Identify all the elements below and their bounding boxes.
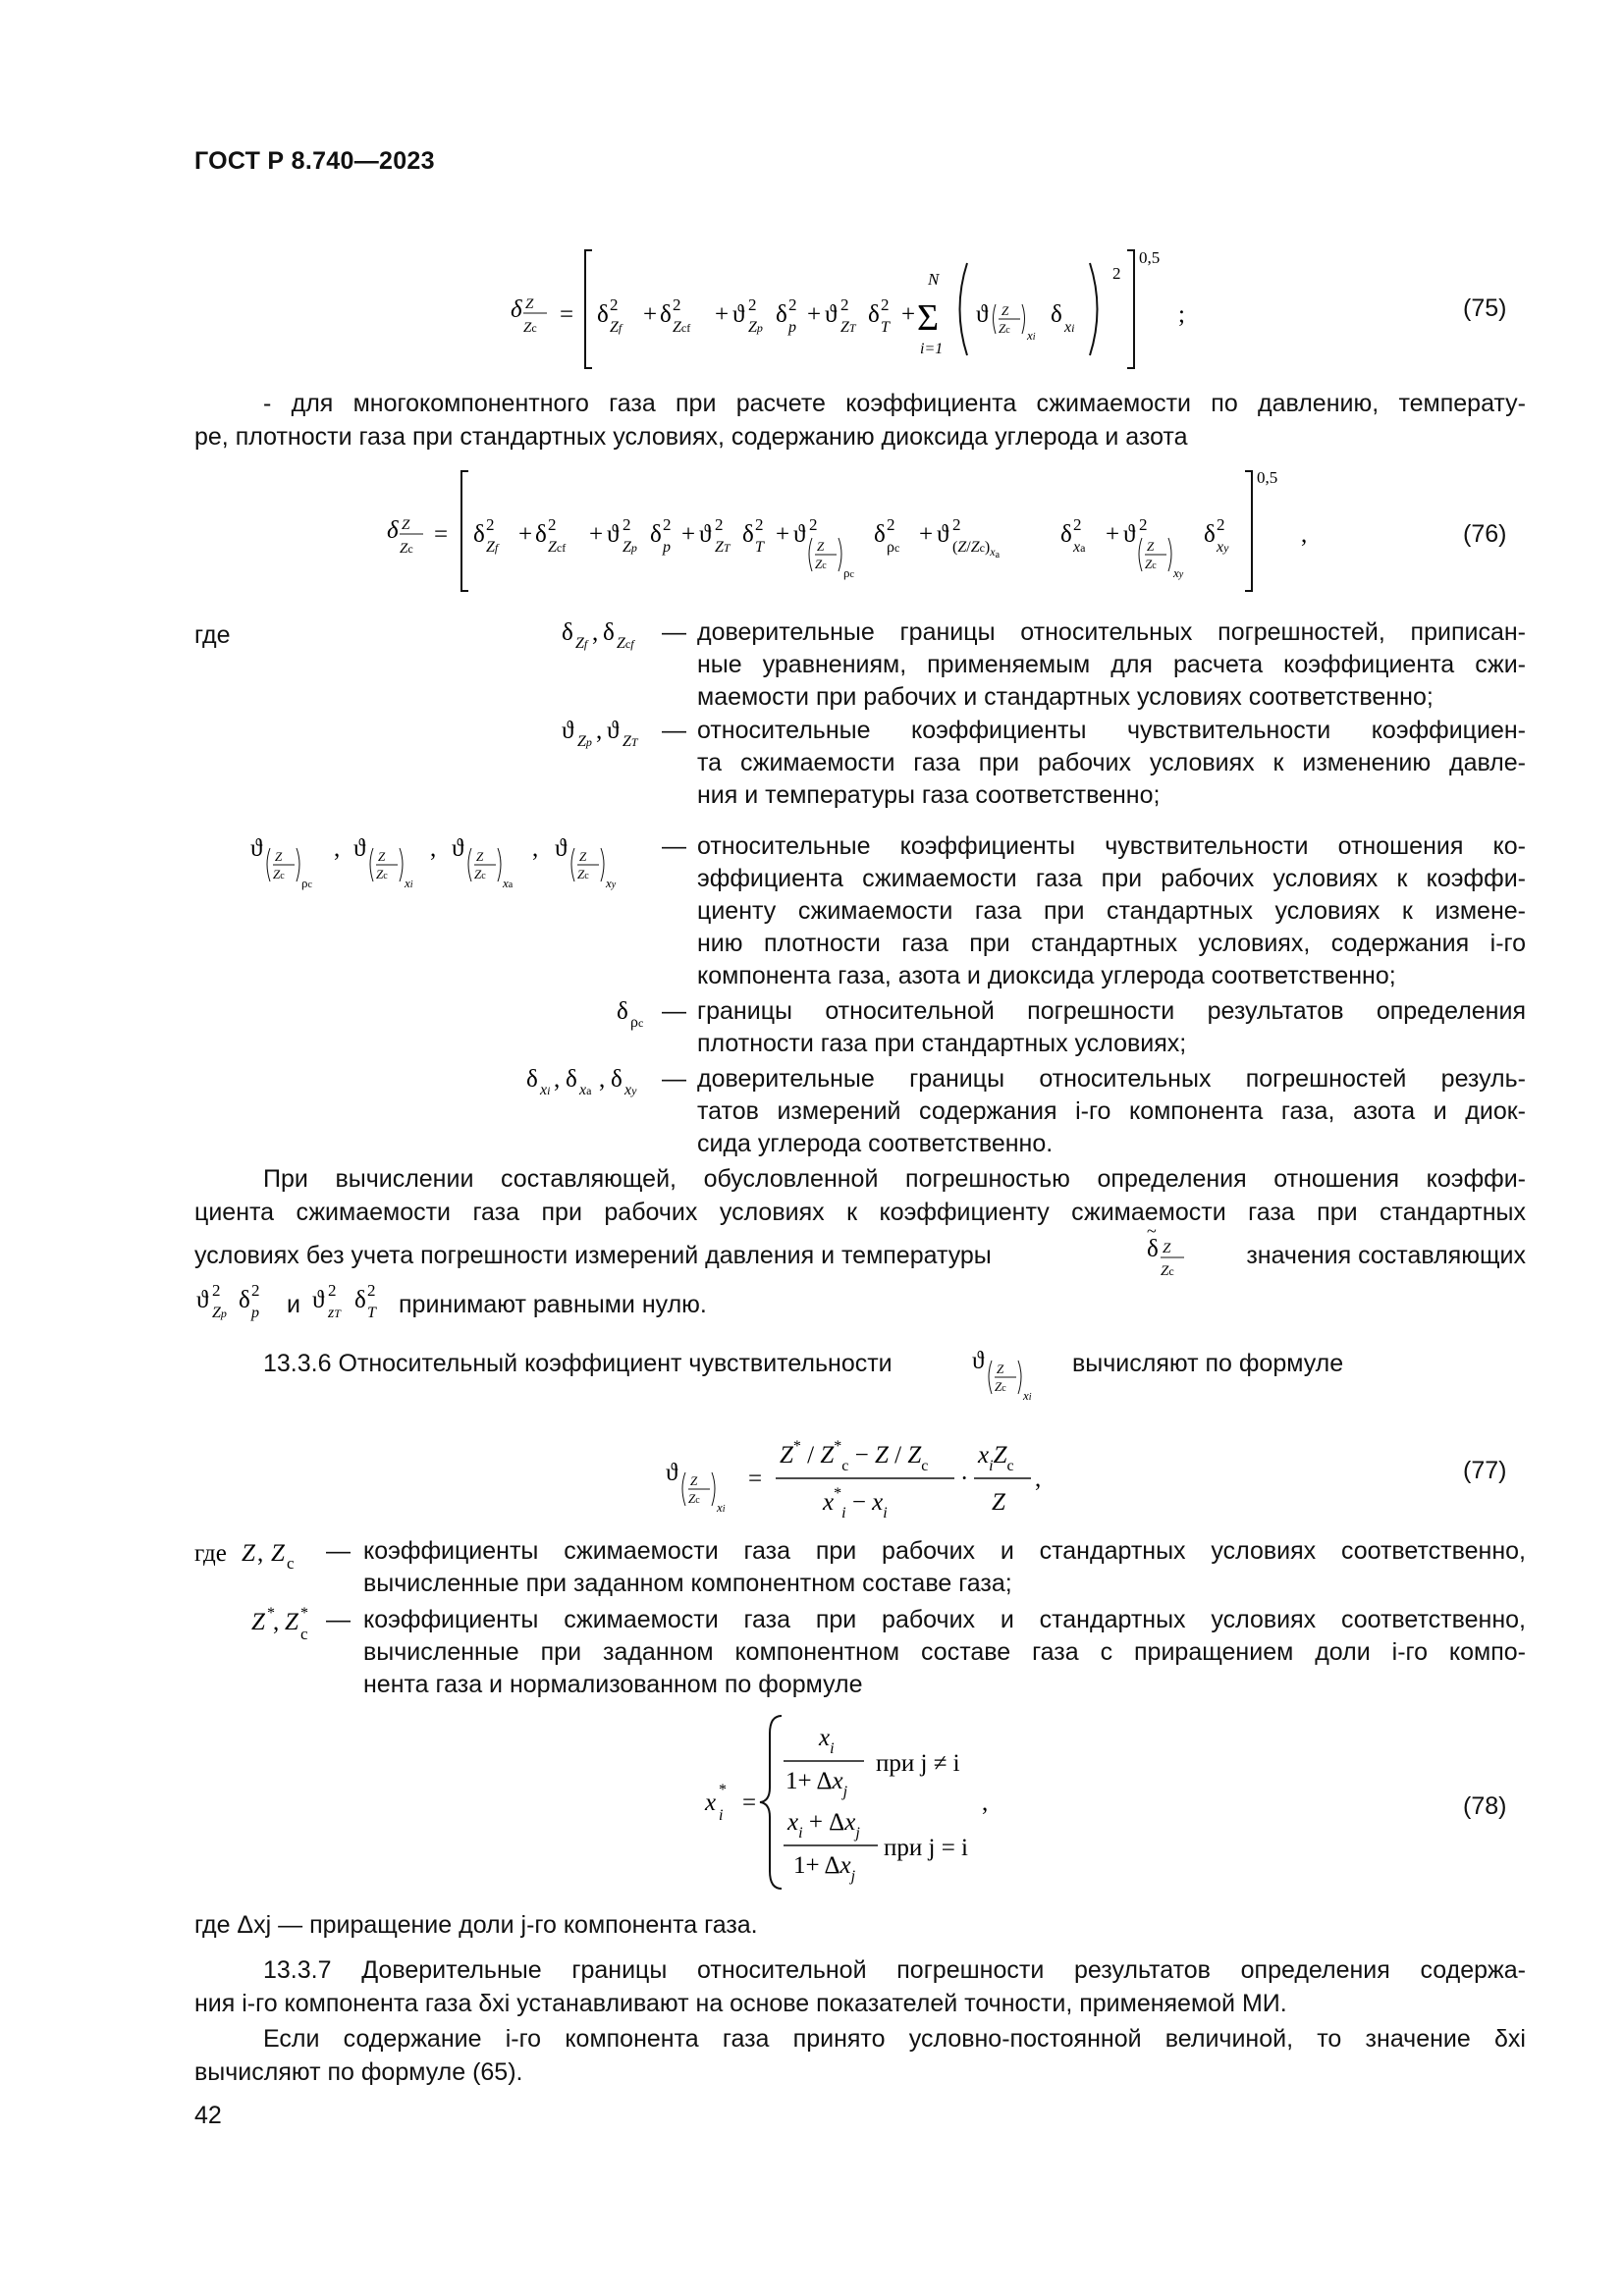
where-delta-xj: где Δxj — приращение доли j-го компонента газа.	[194, 1911, 758, 1939]
svg-text:Z: Z	[251, 1609, 265, 1635]
svg-text:δ: δ	[239, 1287, 250, 1313]
formula-75	[491, 245, 1237, 373]
svg-text:~: ~	[1147, 1223, 1157, 1241]
definition-z-zc: коэффициенты сжимаемости газа при рабочих и стандартных условиях соответственно, вычисленные при заданном компонентном составе газа;	[363, 1537, 1526, 1597]
svg-text:xy: xy	[624, 1082, 637, 1098]
svg-text:0,5: 0,5	[1257, 468, 1278, 487]
svg-text:2: 2	[755, 515, 764, 534]
svg-text:=: =	[742, 1789, 757, 1816]
svg-text:,: ,	[273, 1609, 280, 1635]
svg-text:2: 2	[663, 515, 672, 534]
svg-text:ZT: ZT	[840, 319, 856, 336]
svg-text:,: ,	[257, 1540, 264, 1567]
paragraph-1336: 13.3.6 Относительный коэффициент чувствительности	[263, 1350, 893, 1377]
svg-text:+: +	[643, 301, 658, 328]
svg-text:δ: δ	[387, 517, 399, 544]
dash: —	[662, 618, 686, 646]
svg-text:,: ,	[596, 718, 603, 744]
svg-text:Zc: Zc	[815, 557, 827, 571]
svg-text:,: ,	[334, 835, 341, 862]
term-z-star-zc-star	[245, 1602, 334, 1645]
svg-text:δ: δ	[742, 521, 754, 548]
svg-text:x*i − xi: $x^*_i - x_i$	[823, 1485, 888, 1522]
svg-text:2: 2	[367, 1281, 376, 1300]
svg-text:,: ,	[1035, 1466, 1042, 1492]
svg-text:p: p	[663, 539, 671, 556]
paragraph-1337-line2: ния i-го компонента газа δxi устанавливают на основе показателей точности, применяемой МИ.	[194, 1990, 1287, 2017]
svg-text:·: ·	[960, 1466, 969, 1492]
paragraph-last-line2: вычисляют по формуле (65).	[194, 2058, 523, 2086]
paragraph-calc-line3: условиях без учета погрешности измерений давления и температуры	[194, 1242, 992, 1269]
svg-text:ϑ: ϑ	[976, 301, 989, 328]
dash: —	[662, 717, 686, 744]
svg-text:Z: Z	[275, 849, 283, 864]
svg-text:+: +	[715, 301, 730, 328]
svg-text:δ: δ	[473, 521, 485, 548]
svg-text:xy: xy	[1173, 565, 1184, 580]
definition-z-star: коэффициенты сжимаемости газа при рабочих и стандартных условиях соответственно, вычисленные при заданном компонентном составе газа с приращением доли i-го компо- нента газа и нормализованном по формуле	[363, 1606, 1526, 1698]
svg-text:ϑ: ϑ	[793, 521, 806, 548]
svg-text:Z: Z	[285, 1609, 298, 1635]
svg-text:ϑ: ϑ	[607, 521, 620, 548]
svg-text:+: +	[1106, 521, 1120, 548]
dash: —	[326, 1606, 351, 1633]
svg-text:2: 2	[610, 295, 619, 314]
svg-text:Z: Z	[579, 849, 587, 864]
svg-text:ϑ: ϑ	[825, 301, 838, 328]
svg-text:;: ;	[1178, 301, 1185, 328]
svg-text:+: +	[518, 521, 533, 548]
where-label: где	[194, 621, 231, 649]
svg-text:Zc: Zc	[523, 320, 537, 336]
paragraph-last-line1: Если содержание i-го компонента газа принято условно-постоянной величиной, то значение δxi	[263, 2025, 1526, 2053]
svg-text:ρc: ρc	[630, 1014, 644, 1031]
svg-text:Z: Z	[817, 539, 825, 554]
svg-text:δ: δ	[562, 619, 573, 646]
svg-text:ϑ: ϑ	[353, 835, 366, 862]
svg-text:Zc: Zc	[995, 1379, 1006, 1394]
svg-text:1+ Δxj: $1+ \Delta x_j$	[793, 1852, 856, 1885]
svg-text:xa: xa	[579, 1082, 592, 1098]
svg-text:T: T	[367, 1305, 376, 1321]
svg-text:ZT: ZT	[715, 539, 731, 556]
svg-text:Z: Z	[992, 1489, 1005, 1516]
svg-text:Z: Z	[997, 1362, 1004, 1376]
paragraph-1337-line1: 13.3.7 Доверительные границы относительной погрешности результатов определения содержа-	[263, 1956, 1526, 1984]
dash: —	[662, 1065, 686, 1093]
svg-text:Z: Z	[525, 296, 534, 312]
svg-text:δ: δ	[511, 296, 522, 323]
svg-text:,: ,	[982, 1789, 989, 1816]
svg-text:+: +	[901, 301, 916, 328]
svg-text:δ: δ	[617, 998, 628, 1025]
term-delta-zf-zcf	[550, 614, 668, 654]
svg-text:δ: δ	[597, 301, 609, 328]
svg-text:,: ,	[554, 1066, 561, 1093]
svg-text:при j = i: при j = i	[884, 1835, 968, 1861]
svg-text:Zf: Zf	[486, 539, 499, 556]
svg-text:+: +	[807, 301, 822, 328]
svg-text:ϑ: ϑ	[607, 718, 620, 744]
svg-text:2: 2	[212, 1281, 221, 1300]
svg-text:2: 2	[887, 515, 895, 534]
svg-text:ϑ: ϑ	[972, 1348, 985, 1374]
svg-text:Σ: Σ	[917, 297, 940, 339]
svg-text:δ: δ	[874, 521, 886, 548]
svg-text:2: 2	[952, 515, 961, 534]
svg-text:Z: Z	[690, 1473, 698, 1488]
svg-text:2: 2	[548, 515, 557, 534]
svg-text:Zc: Zc	[1145, 557, 1157, 571]
svg-text:xi: xi	[1027, 328, 1036, 343]
svg-text:2: 2	[1139, 515, 1148, 534]
svg-text:xi: xi	[405, 876, 413, 890]
svg-text:при j ≠ i: при j ≠ i	[876, 1750, 960, 1777]
svg-text:2: 2	[328, 1281, 337, 1300]
svg-text:Zc: Zc	[376, 867, 388, 881]
svg-text:ϑ: ϑ	[937, 521, 949, 548]
svg-text:Zp: Zp	[623, 539, 637, 556]
svg-text:xiZc: $x_iZ_c$	[978, 1442, 1014, 1474]
svg-text:δ: δ	[776, 301, 787, 328]
svg-text:1+ Δxj: $1+ \Delta x_j$	[785, 1768, 848, 1800]
svg-text:+: +	[681, 521, 696, 548]
svg-text:xi: $x_i$	[819, 1725, 835, 1757]
paragraph-calc-line2: циента сжимаемости газа при рабочих условиях к коэффициенту сжимаемости газа при стандартных	[194, 1199, 1526, 1226]
conjunction-and: и	[287, 1291, 300, 1318]
svg-text:,: ,	[599, 1066, 606, 1093]
svg-text:p: p	[788, 319, 796, 336]
svg-text:Zc: Zc	[577, 867, 589, 881]
svg-text:Z: Z	[271, 1540, 285, 1567]
symbol-theta-zt-delta-t	[310, 1276, 399, 1325]
svg-text:ρc: ρc	[301, 876, 312, 890]
svg-text:ϑ: ϑ	[452, 835, 464, 862]
svg-text:Zf: Zf	[575, 635, 588, 652]
formula-75-number: (75)	[1463, 294, 1507, 322]
symbol-delta-tilde-z-zc	[1139, 1223, 1198, 1292]
svg-text:Zc: Zc	[1161, 1263, 1174, 1279]
svg-text:zT: zT	[328, 1305, 341, 1321]
svg-text:=: =	[434, 521, 449, 548]
svg-text:xi: xi	[1023, 1388, 1032, 1403]
svg-text:Zc: Zc	[474, 867, 486, 881]
svg-text:Zcf: Zcf	[673, 319, 691, 336]
svg-text:с: с	[300, 1625, 308, 1643]
formula-76	[373, 461, 1335, 599]
svg-text:ϑ: ϑ	[312, 1287, 325, 1313]
svg-text:2: 2	[881, 295, 890, 314]
svg-text:xa: xa	[1073, 539, 1086, 556]
page-number: 42	[194, 2102, 222, 2129]
svg-text:δ: δ	[354, 1287, 366, 1313]
svg-text:*: *	[300, 1605, 308, 1622]
svg-text:δ: δ	[603, 619, 615, 646]
paragraph-multicomponent-line2: ре, плотности газа при стандартных условиях, содержанию диоксида углерода и азота	[194, 423, 1188, 451]
svg-text:где: где	[194, 1540, 227, 1567]
svg-text:xi: xi	[1064, 319, 1075, 336]
svg-text:2: 2	[748, 295, 757, 314]
svg-text:Zp: Zp	[577, 733, 592, 750]
svg-text:δ: δ	[660, 301, 672, 328]
svg-text:T: T	[881, 319, 890, 336]
svg-text:ρc: ρc	[843, 565, 854, 580]
standard-header: ГОСТ Р 8.740—2023	[194, 147, 435, 175]
svg-text:ϑ: ϑ	[555, 835, 568, 862]
svg-text:ϑ: ϑ	[562, 718, 574, 744]
paragraph-calc-line1: При вычислении составляющей, обусловленной погрешностью определения отношения коэффи-	[263, 1165, 1526, 1193]
definition-1: доверительные границы относительных погрешностей, приписан- ные уравнениям, применяемым для расчета коэффициента сжи- маемости при рабочих и стандартных условиях соответственно;	[697, 618, 1526, 711]
svg-text:xy: xy	[1217, 539, 1229, 556]
svg-text:(Z/Zc)xa: $(Z/Zc)_xa$	[952, 539, 1001, 561]
svg-text:Z: Z	[402, 517, 410, 533]
paragraph-1336-tail: вычисляют по формуле	[1072, 1350, 1344, 1377]
formula-76-number: (76)	[1463, 520, 1507, 548]
svg-text:Z: Z	[242, 1540, 255, 1567]
svg-text:δ: δ	[1060, 521, 1072, 548]
svg-text:δ: δ	[611, 1066, 623, 1093]
svg-text:*: *	[719, 1782, 727, 1798]
paragraph-calc-tail: принимают равными нулю.	[399, 1291, 707, 1318]
svg-text:Zc: Zc	[688, 1491, 700, 1506]
svg-text:Zp: Zp	[748, 319, 763, 336]
definition-5: доверительные границы относительных погрешностей резуль- татов измерений содержания i-го компонента газа, азота и диок- сида углерода соответственно.	[697, 1065, 1526, 1157]
svg-text:2: 2	[1112, 264, 1121, 283]
svg-text:Z: Z	[1163, 1241, 1171, 1256]
dash: —	[326, 1537, 351, 1565]
svg-text:T: T	[755, 539, 764, 556]
svg-text:,: ,	[592, 619, 599, 646]
svg-text:=: =	[560, 301, 574, 328]
svg-text:δ: δ	[566, 1066, 577, 1093]
svg-text:+: +	[919, 521, 934, 548]
svg-text:*: *	[267, 1605, 275, 1622]
svg-text:2: 2	[1073, 515, 1082, 534]
svg-text:0,5: 0,5	[1139, 248, 1161, 267]
svg-text:δ: δ	[535, 521, 547, 548]
svg-text:2: 2	[715, 515, 724, 534]
svg-text:ϑ: ϑ	[666, 1460, 678, 1486]
svg-text:Z: Z	[1147, 539, 1155, 554]
svg-text:Z: Z	[1001, 303, 1009, 318]
svg-text:+: +	[776, 521, 790, 548]
svg-text:Z: Z	[378, 849, 386, 864]
svg-text:δ: δ	[1204, 521, 1216, 548]
svg-text:Z: Z	[476, 849, 484, 864]
svg-text:ϑ: ϑ	[699, 521, 712, 548]
svg-text:2: 2	[486, 515, 495, 534]
svg-text:Zcf: Zcf	[548, 539, 567, 556]
svg-text:с: с	[287, 1554, 295, 1573]
definition-3: относительные коэффициенты чувствительности отношения ко- эффициента сжимаемости газа при рабочих условиях к коэффи- циенту сжимаемости газа при стандартных условиях к измене- нию плотности газа при стандартных условиях, содержания i-го компонента газа, азота и диоксида углерода соответственно;	[697, 832, 1526, 989]
svg-text:δ: δ	[868, 301, 880, 328]
formula-78	[687, 1704, 1021, 1900]
svg-text:ϑ: ϑ	[1123, 521, 1136, 548]
svg-text:ρc: ρc	[887, 539, 900, 556]
svg-text:+: +	[589, 521, 604, 548]
svg-text:xa: xa	[503, 876, 514, 890]
svg-text:,: ,	[430, 835, 437, 862]
svg-text:Zcf: Zcf	[617, 635, 634, 652]
symbol-theta-z-zc-xi	[970, 1341, 1058, 1410]
svg-text:Zc: Zc	[999, 321, 1010, 336]
svg-text:δ: δ	[526, 1066, 538, 1093]
svg-text:δ: δ	[650, 521, 662, 548]
svg-text:ϑ: ϑ	[196, 1287, 209, 1313]
svg-text:Zc: Zc	[400, 541, 413, 557]
svg-text:xi: xi	[717, 1500, 726, 1515]
svg-text:,: ,	[1301, 521, 1308, 548]
svg-text:2: 2	[840, 295, 849, 314]
svg-text:i: i	[719, 1807, 724, 1824]
svg-text:Z* / Z*c − Z / Zc: $Z^* / Z^*_c - Z / Z_c$	[780, 1438, 929, 1474]
svg-text:Zf: Zf	[610, 319, 623, 336]
svg-text:ϑ: ϑ	[250, 835, 263, 862]
definition-4: границы относительной погрешности результатов определения плотности газа при стандартных условиях;	[697, 997, 1526, 1057]
svg-text:ϑ: ϑ	[732, 301, 745, 328]
symbol-theta-zp-delta-p	[194, 1276, 293, 1325]
svg-text:i=1: i=1	[920, 341, 944, 357]
svg-text:N: N	[928, 270, 940, 289]
paragraph-calc-line3-tail: значения составляющих	[1246, 1242, 1526, 1269]
formula-77	[658, 1419, 1080, 1527]
svg-text:=: =	[748, 1466, 763, 1492]
svg-text:δ: δ	[1051, 301, 1062, 328]
paragraph-multicomponent-line1: - для многокомпонентного газа при расчете коэффициента сжимаемости по давлению, температу-	[263, 390, 1526, 417]
formula-78-number: (78)	[1463, 1792, 1507, 1820]
svg-text:Zc: Zc	[273, 867, 285, 881]
svg-text:xy: xy	[606, 876, 617, 890]
svg-text:2: 2	[251, 1281, 260, 1300]
dash: —	[662, 997, 686, 1025]
svg-text:xi + Δxj: $x_i + \Delta x_j$	[787, 1809, 860, 1842]
definition-2: относительные коэффициенты чувствительности коэффициен- та сжимаемости газа при рабочих условиях к изменению давле- ния и температуры газа соответственно;	[697, 717, 1526, 809]
svg-text:δ: δ	[1147, 1236, 1159, 1262]
svg-text:ZT: ZT	[623, 733, 638, 750]
svg-text:Zp: Zp	[212, 1305, 227, 1321]
term-theta-zp-zt	[550, 713, 668, 752]
svg-text:2: 2	[1217, 515, 1225, 534]
svg-text:p: p	[251, 1305, 259, 1321]
svg-text:2: 2	[809, 515, 818, 534]
svg-text:xi: xi	[540, 1082, 551, 1098]
term-delta-xi-xa-xy	[511, 1061, 668, 1100]
formula-77-number: (77)	[1463, 1457, 1507, 1484]
svg-text:2: 2	[673, 295, 681, 314]
svg-text:x: x	[705, 1789, 717, 1816]
svg-text:2: 2	[788, 295, 797, 314]
term-theta-ratios	[245, 825, 658, 903]
dash: —	[662, 832, 686, 860]
svg-text:,: ,	[532, 835, 539, 862]
svg-text:2: 2	[623, 515, 631, 534]
term-delta-rho-c	[589, 993, 668, 1033]
